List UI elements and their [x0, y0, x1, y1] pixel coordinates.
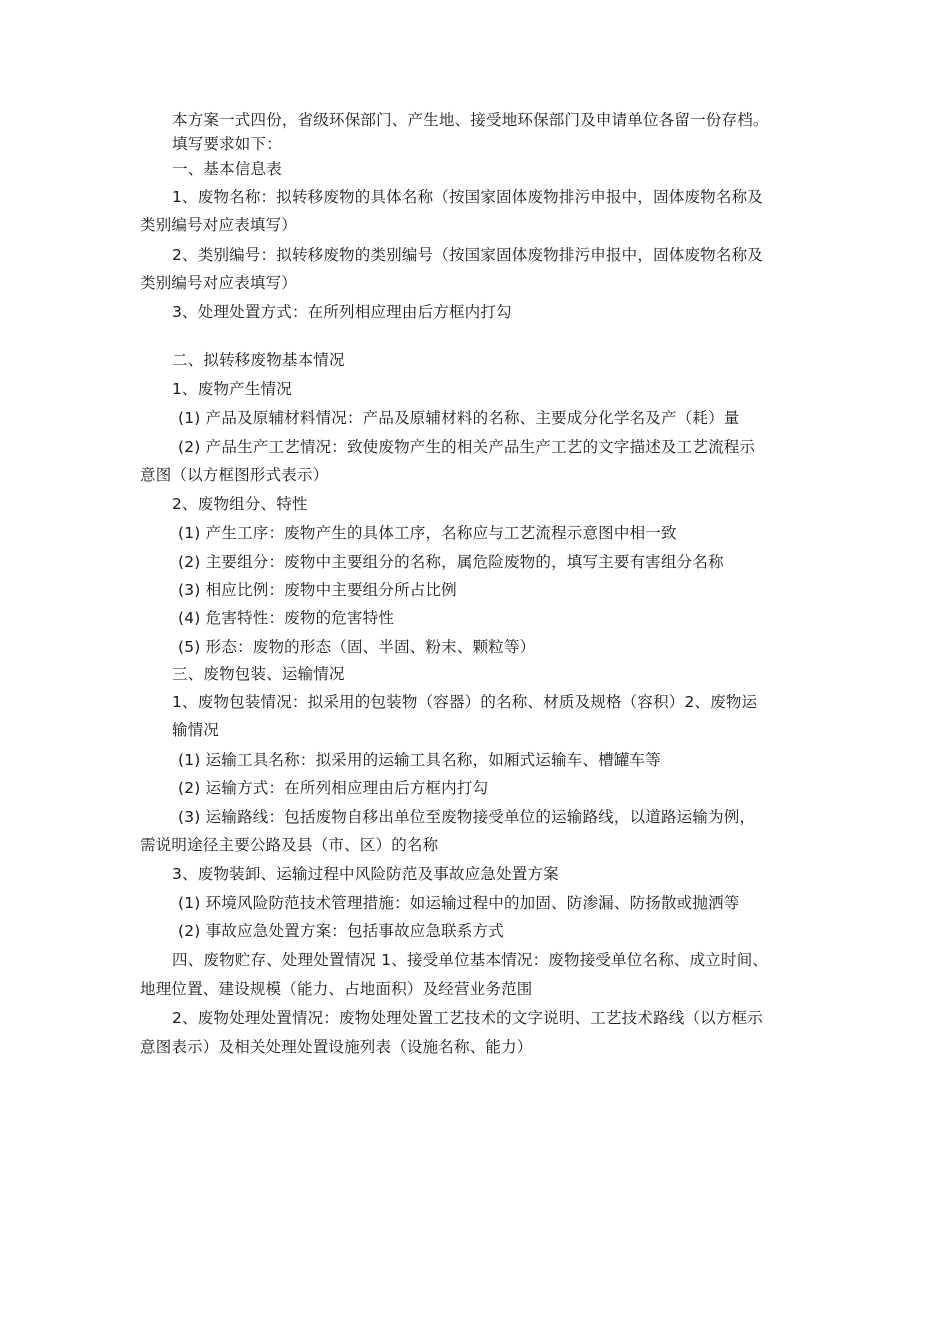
- text-line: (2) 主要组分：废物中主要组分的名称，属危险废物的，填写主要有害组分名称: [178, 553, 724, 571]
- text-line: (1) 运输工具名称：拟采用的运输工具名称，如厢式运输车、槽罐车等: [178, 751, 661, 769]
- text-line: 类别编号对应表填写）: [140, 216, 298, 234]
- text-line: 1、废物包装情况：拟采用的包装物（容器）的名称、材质及规格（容积）2、废物运: [172, 693, 758, 711]
- text-line: 2、废物处理处置情况：废物处理处置工艺技术的文字说明、工艺技术路线（以方框示: [172, 1009, 763, 1027]
- text-line: (1) 产品及原辅材料情况：产品及原辅材料的名称、主要成分化学名及产（耗）量: [178, 409, 740, 427]
- text-line: 1、废物名称：拟转移废物的具体名称（按国家固体废物排污申报中，固体废物名称及: [172, 188, 763, 206]
- text-line: 2、废物组分、特性: [172, 495, 308, 513]
- text-line: (3) 运输路线：包括废物自移出单位至废物接受单位的运输路线，以道路运输为例，: [178, 808, 756, 826]
- text-line: 输情况: [172, 721, 220, 739]
- text-line: 本方案一式四份，省级环保部门、产生地、接受地环保部门及申请单位各留一份存档。: [172, 111, 769, 129]
- text-line: (2) 运输方式：在所列相应理由后方框内打勾: [178, 779, 489, 797]
- section-heading: 一、基本信息表: [172, 160, 282, 178]
- text-line: 2、类别编号：拟转移废物的类别编号（按国家固体废物排污申报中，固体废物名称及: [172, 246, 763, 264]
- section-heading: 四、废物贮存、处理处置情况 1、接受单位基本情况：废物接受单位名称、成立时间、: [172, 951, 769, 969]
- text-line: 1、废物产生情况: [172, 380, 292, 398]
- text-line: (1) 环境风险防范技术管理措施：如运输过程中的加固、防渗漏、防扬散或抛洒等: [178, 894, 740, 912]
- text-line: 类别编号对应表填写）: [140, 274, 298, 292]
- section-heading: 二、拟转移废物基本情况: [172, 351, 345, 369]
- text-line: 需说明途径主要公路及县（市、区）的名称: [140, 836, 439, 854]
- text-line: 意图表示）及相关处理处置设施列表（设施名称、能力）: [140, 1038, 533, 1056]
- text-line: (5) 形态：废物的形态（固、半固、粉末、颗粒等）: [178, 638, 536, 656]
- text-line: (3) 相应比例：废物中主要组分所占比例: [178, 581, 457, 599]
- text-line: 意图（以方框图形式表示）: [140, 466, 329, 484]
- text-line: 3、废物装卸、运输过程中风险防范及事故应急处置方案: [172, 865, 559, 883]
- text-line: 3、处理处置方式：在所列相应理由后方框内打勾: [172, 303, 512, 321]
- text-line: 地理位置、建设规模（能力、占地面积）及经营业务范围: [140, 980, 533, 998]
- text-line: 填写要求如下：: [172, 135, 282, 153]
- text-line: (2) 事故应急处置方案：包括事故应急联系方式: [178, 922, 504, 940]
- text-line: (4) 危害特性：废物的危害特性: [178, 609, 395, 627]
- text-line: (2) 产品生产工艺情况：致使废物产生的相关产品生产工艺的文字描述及工艺流程示: [178, 438, 756, 456]
- section-heading: 三、废物包装、运输情况: [172, 665, 345, 683]
- text-line: (1) 产生工序：废物产生的具体工序，名称应与工艺流程示意图中相一致: [178, 524, 677, 542]
